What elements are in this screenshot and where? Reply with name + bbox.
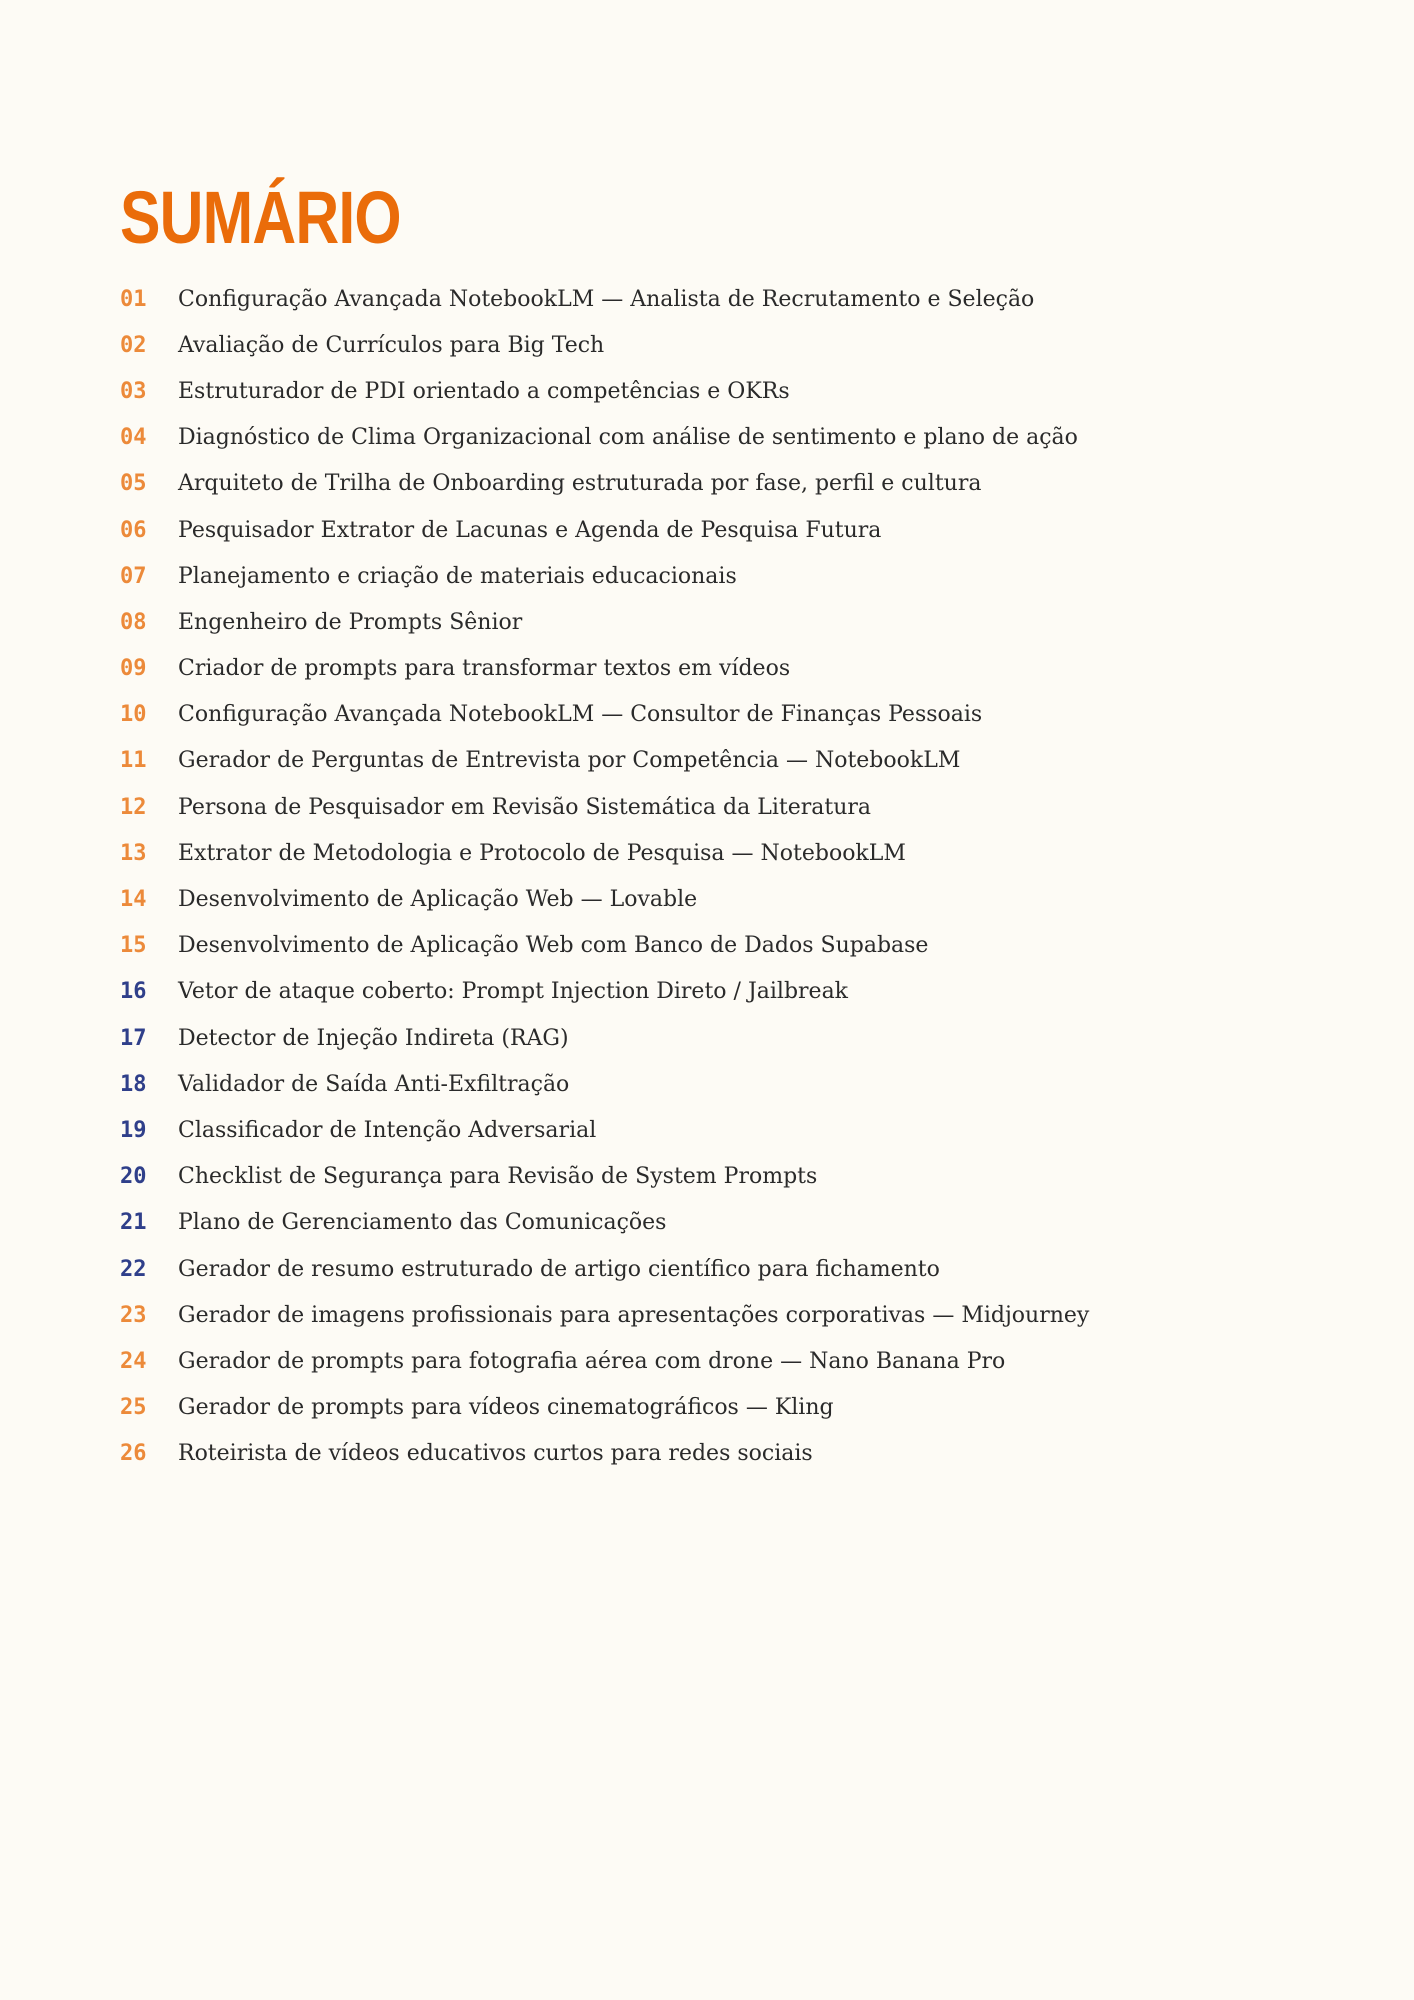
toc-item-title: Gerador de Perguntas de Entrevista por Competência — NotebookLM <box>178 748 961 774</box>
toc-item-title: Gerador de resumo estruturado de artigo científico para fichamento <box>178 1256 940 1282</box>
toc-item[interactable] <box>120 1015 1320 1061</box>
toc-item[interactable] <box>120 461 1320 507</box>
toc-item-title: Checklist de Segurança para Revisão de System Prompts <box>178 1164 818 1190</box>
toc-item-title: Estruturador de PDI orientado a competências e OKRs <box>178 378 790 404</box>
toc-item[interactable] <box>120 507 1320 553</box>
toc-item-title: Detector de Injeção Indireta (RAG) <box>178 1025 569 1051</box>
toc-item-number: 11 <box>120 748 147 774</box>
toc-item-number: 14 <box>120 887 147 913</box>
toc-item[interactable] <box>120 368 1320 414</box>
page-title: SUMÁRIO <box>120 176 401 259</box>
toc-item-number: 23 <box>120 1302 147 1328</box>
toc-item-number: 21 <box>120 1210 147 1236</box>
toc-item[interactable] <box>120 1292 1320 1338</box>
toc-item[interactable] <box>120 876 1320 922</box>
toc-item-title: Extrator de Metodologia e Protocolo de Pesquisa — NotebookLM <box>178 840 906 866</box>
toc-item[interactable] <box>120 738 1320 784</box>
toc-item-title: Arquiteto de Trilha de Onboarding estruturada por fase, perfil e cultura <box>178 471 982 497</box>
toc-item-title: Desenvolvimento de Aplicação Web — Lovable <box>178 887 698 913</box>
toc-item-title: Pesquisador Extrator de Lacunas e Agenda de Pesquisa Futura <box>178 517 882 543</box>
toc-item-title: Validador de Saída Anti-Exfiltração <box>178 1071 570 1097</box>
toc-item-title: Configuração Avançada NotebookLM — Analista de Recrutamento e Seleção <box>178 286 1035 312</box>
toc-item[interactable] <box>120 923 1320 969</box>
toc-item-title: Diagnóstico de Clima Organizacional com análise de sentimento e plano de ação <box>178 425 1078 451</box>
toc-item-number: 15 <box>120 933 147 959</box>
toc-item-title: Vetor de ataque coberto: Prompt Injection Direto / Jailbreak <box>178 979 849 1005</box>
toc-item-title: Desenvolvimento de Aplicação Web com Banco de Dados Supabase <box>178 933 929 959</box>
toc-item[interactable] <box>120 830 1320 876</box>
toc-item-number: 16 <box>120 979 147 1005</box>
toc-item[interactable] <box>120 322 1320 368</box>
toc-item-title: Engenheiro de Prompts Sênior <box>178 609 523 635</box>
toc-item-title: Roteirista de vídeos educativos curtos para redes sociais <box>178 1441 813 1467</box>
toc-item[interactable] <box>120 1200 1320 1246</box>
toc-item-number: 25 <box>120 1395 147 1421</box>
toc-item-number: 01 <box>120 286 147 312</box>
toc-item-title: Configuração Avançada NotebookLM — Consultor de Finanças Pessoais <box>178 702 983 728</box>
toc-item-number: 13 <box>120 840 147 866</box>
toc-item-number: 06 <box>120 517 147 543</box>
toc-item[interactable] <box>120 599 1320 645</box>
toc-item[interactable] <box>120 646 1320 692</box>
toc-item-number: 17 <box>120 1025 147 1051</box>
toc-item[interactable] <box>120 1431 1320 1477</box>
toc-item-number: 09 <box>120 656 147 682</box>
toc-item[interactable] <box>120 1107 1320 1153</box>
toc-item-number: 04 <box>120 425 147 451</box>
toc-item[interactable] <box>120 1154 1320 1200</box>
toc-item[interactable] <box>120 553 1320 599</box>
toc-item-title: Gerador de imagens profissionais para apresentações corporativas — Midjourney <box>178 1302 1090 1328</box>
toc-item[interactable] <box>120 415 1320 461</box>
toc-item-title: Persona de Pesquisador em Revisão Sistemática da Literatura <box>178 794 871 820</box>
toc-item[interactable] <box>120 784 1320 830</box>
toc-item-title: Plano de Gerenciamento das Comunicações <box>178 1210 667 1236</box>
toc-item-number: 07 <box>120 563 147 589</box>
toc-item[interactable] <box>120 1385 1320 1431</box>
toc-item-number: 10 <box>120 702 147 728</box>
toc-item-number: 18 <box>120 1071 147 1097</box>
toc-item-title: Planejamento e criação de materiais educacionais <box>178 563 737 589</box>
table-of-contents <box>120 276 1320 1477</box>
toc-item[interactable] <box>120 1338 1320 1384</box>
toc-item[interactable] <box>120 1061 1320 1107</box>
toc-item[interactable] <box>120 276 1320 322</box>
toc-item[interactable] <box>120 1246 1320 1292</box>
toc-item[interactable] <box>120 969 1320 1015</box>
toc-item-title: Gerador de prompts para vídeos cinematográficos — Kling <box>178 1395 834 1421</box>
toc-item-number: 22 <box>120 1256 147 1282</box>
toc-item-number: 24 <box>120 1348 147 1374</box>
toc-item-number: 12 <box>120 794 147 820</box>
toc-item-title: Avaliação de Currículos para Big Tech <box>178 332 605 358</box>
toc-item-title: Criador de prompts para transformar textos em vídeos <box>178 656 791 682</box>
toc-item-number: 05 <box>120 471 147 497</box>
toc-item-number: 08 <box>120 609 147 635</box>
toc-item[interactable] <box>120 692 1320 738</box>
toc-item-title: Classificador de Intenção Adversarial <box>178 1117 597 1143</box>
toc-item-number: 26 <box>120 1441 147 1467</box>
toc-item-number: 20 <box>120 1164 147 1190</box>
toc-item-number: 02 <box>120 332 147 358</box>
toc-item-number: 19 <box>120 1117 147 1143</box>
toc-item-number: 03 <box>120 378 147 404</box>
toc-item-title: Gerador de prompts para fotografia aérea com drone — Nano Banana Pro <box>178 1348 1006 1374</box>
